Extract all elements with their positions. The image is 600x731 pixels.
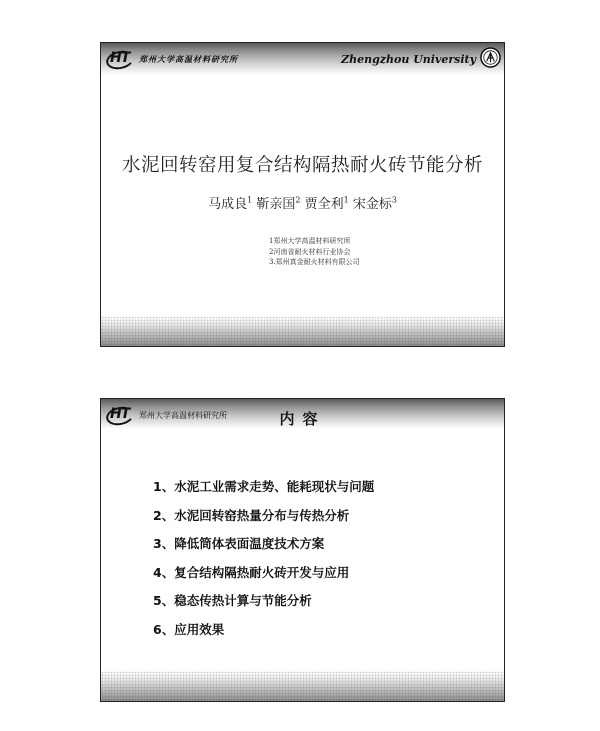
- list-item: 1、水泥工业需求走势、能耗现状与问题: [153, 479, 375, 494]
- slide-header: [101, 43, 504, 75]
- slide-footer-band: [101, 316, 504, 346]
- author: 宋金标$^3$: [352, 195, 397, 212]
- slide-header: [101, 399, 504, 429]
- slide-footer-band: [101, 671, 504, 701]
- list-item: 3、降低筒体表面温度技术方案: [153, 536, 325, 551]
- contents-list: [153, 477, 374, 648]
- contents-heading: 内容: [279, 410, 326, 428]
- author: 贾全利$^1$: [304, 195, 349, 212]
- author: 马成良$^1$: [208, 195, 253, 212]
- ht-logo-icon: HT: [105, 405, 135, 425]
- affiliation: 1郑州大学高温材料研究所: [269, 237, 351, 245]
- institute-logo: [105, 49, 238, 69]
- list-item: 4、复合结构隔热耐火砖开发与应用: [153, 564, 350, 580]
- paper-title: 水泥回转窑用复合结构隔热耐火砖节能分析: [121, 155, 483, 176]
- institute-name: 郑州大学高温材料研究所: [139, 53, 238, 64]
- list-item: 2、水泥回转窑热量分布与传热分析: [153, 507, 350, 523]
- contents-slide: [100, 398, 505, 702]
- author: 靳亲国$^2$: [256, 195, 301, 212]
- title-slide: [100, 42, 505, 347]
- ht-logo-icon: HT: [105, 49, 135, 69]
- university-emblem-icon: [480, 47, 501, 68]
- list-item: 6、应用效果: [153, 621, 225, 637]
- list-item: 5、稳态传热计算与节能分析: [153, 593, 312, 608]
- affiliation-list: [269, 236, 360, 268]
- institute-name: 郑州大学高温材料研究所: [139, 410, 227, 420]
- university-name: Zhengzhou University: [341, 53, 476, 66]
- affiliation: 2河南省耐火材料行业协会: [269, 247, 351, 256]
- author-list: [101, 193, 504, 212]
- affiliation: 3.郑州真金耐火材料有限公司: [269, 258, 360, 266]
